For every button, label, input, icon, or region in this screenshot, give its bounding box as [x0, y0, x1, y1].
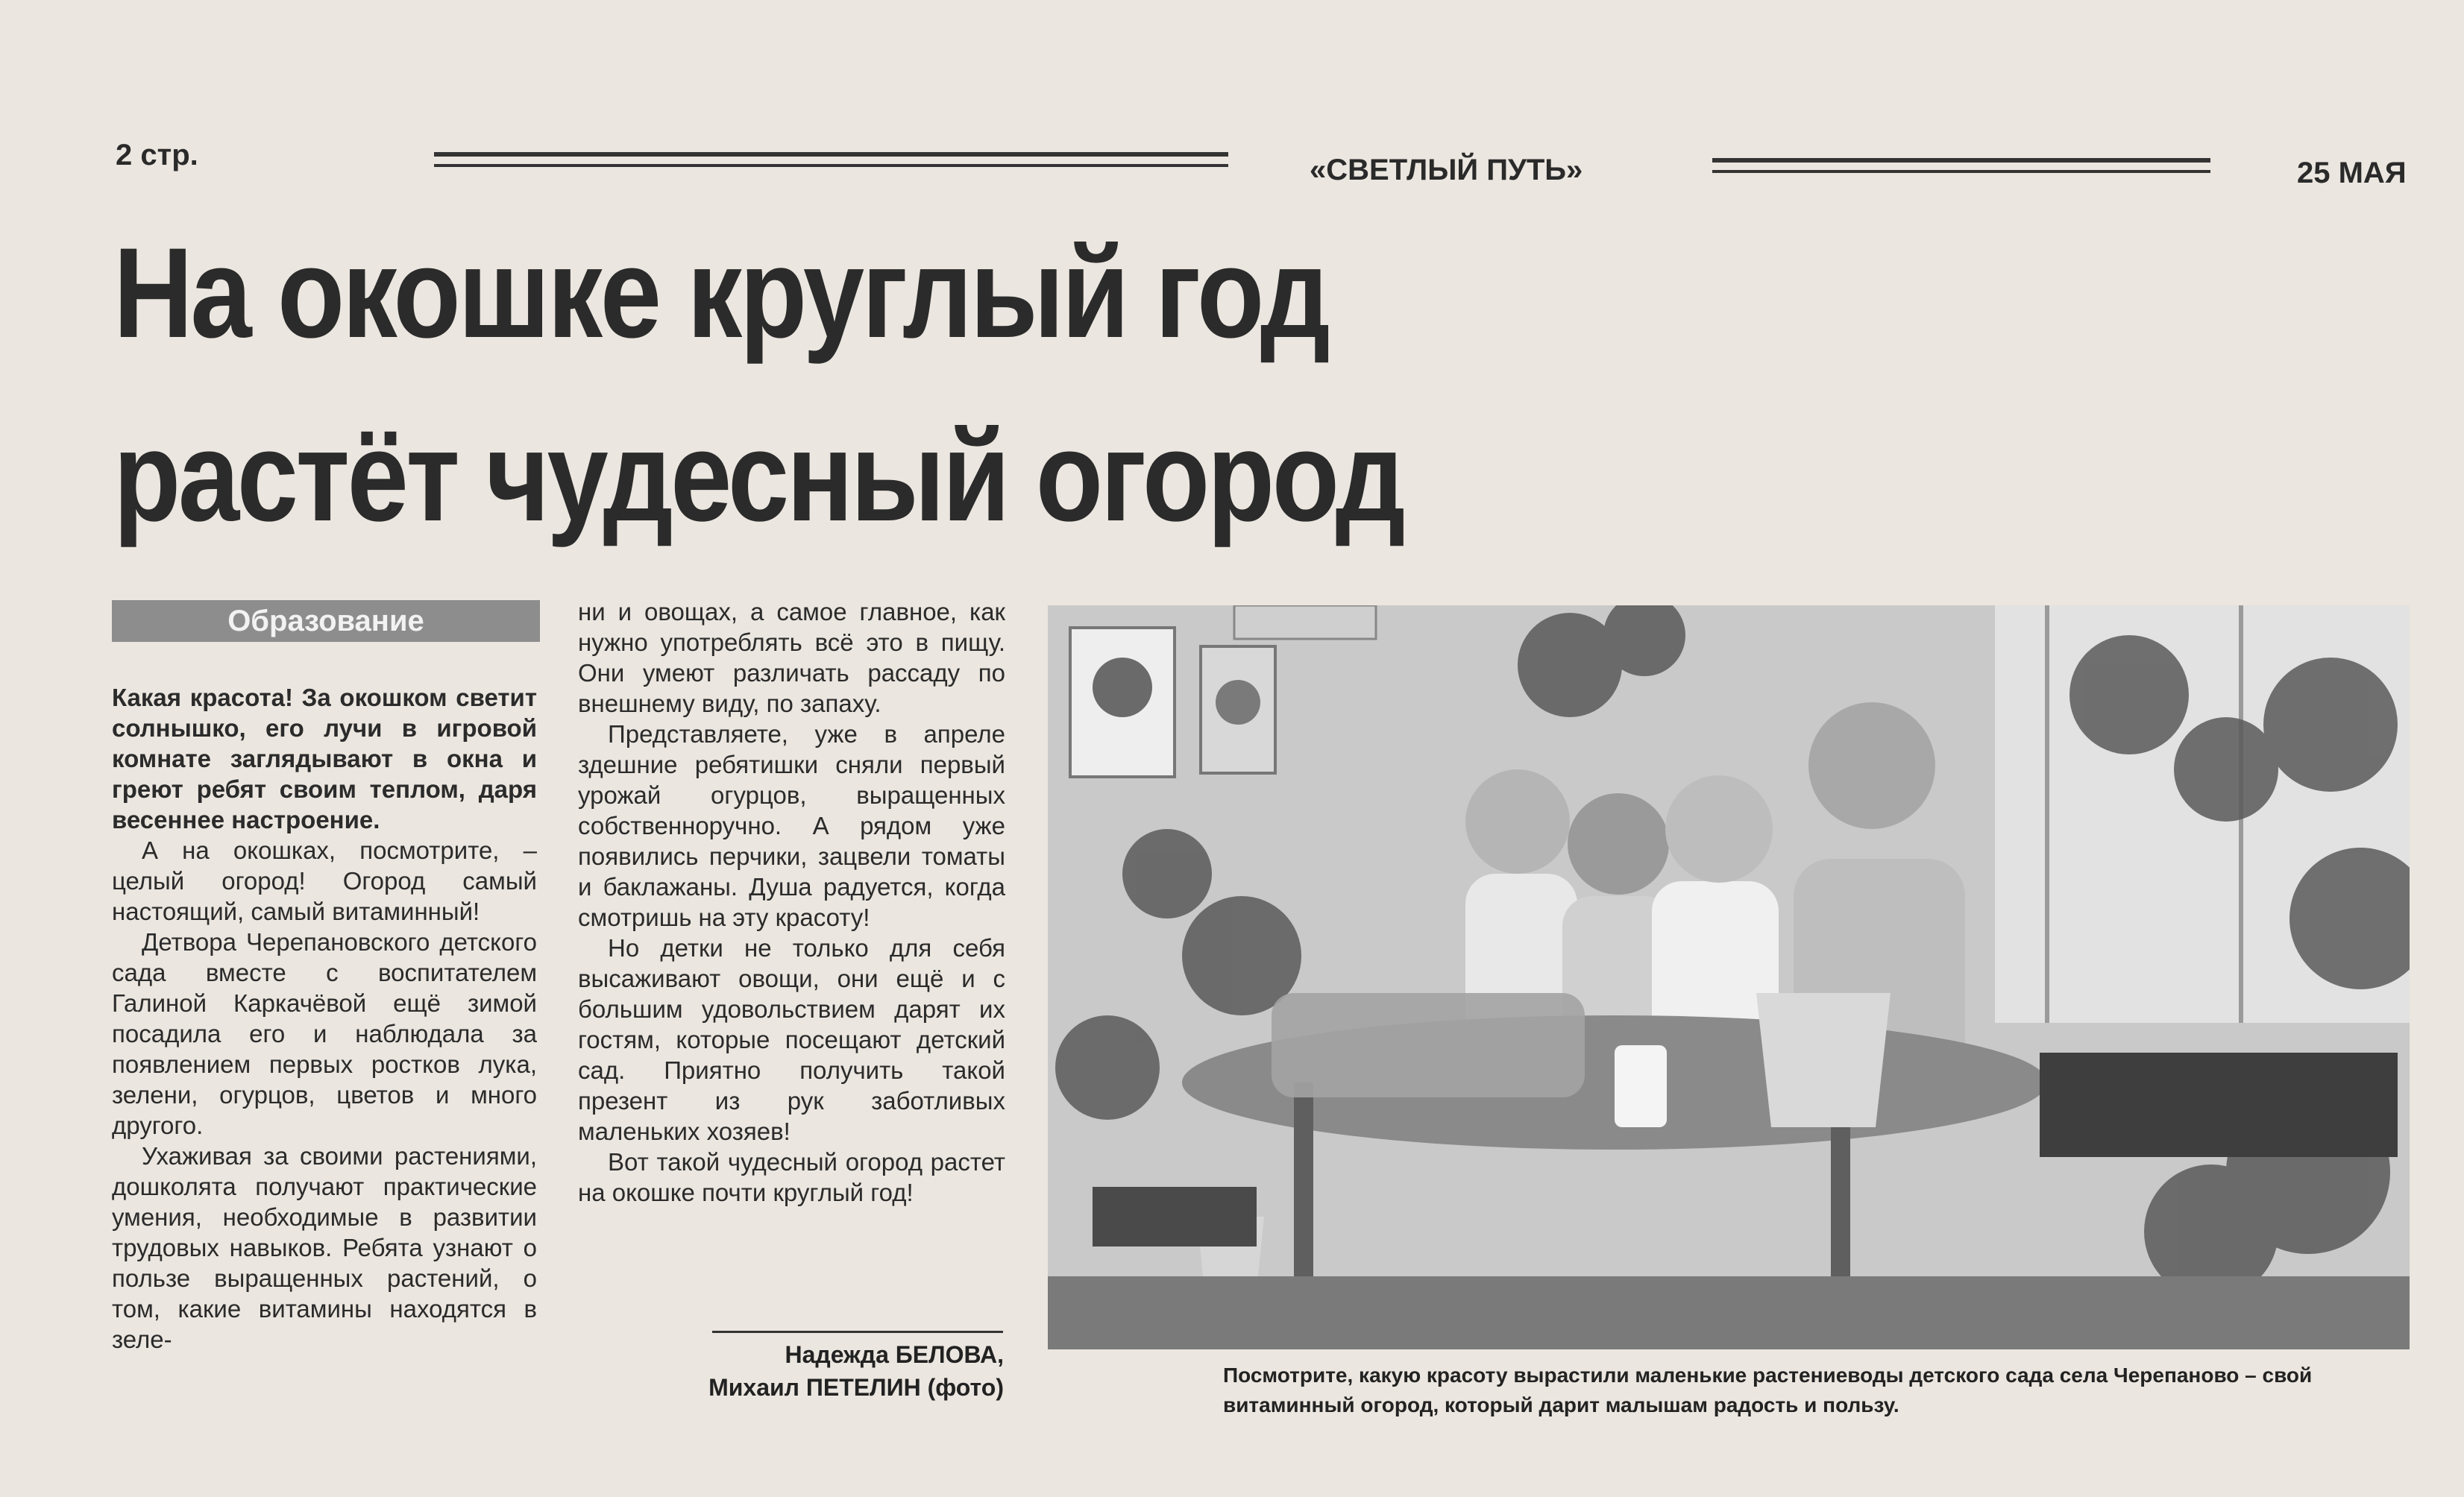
article-paragraph: Но детки не только для себя высаживают овощи, они ещё и с большим удовольствием дарят их гостям, которые посещают детский сад. Приятно получить такой презент из рук заботливых маленьких хозяев!	[578, 934, 1005, 1145]
article-headline	[113, 201, 1404, 568]
headline-line-1: На окошке круглый год	[113, 221, 1328, 365]
article-column-1	[112, 682, 537, 1355]
byline-rule	[712, 1331, 1003, 1333]
article-paragraph: Детвора Черепановского детского сада вместе с воспитателем Галиной Каркачёвой ещё зимой посадила его и наблюдала за появлением первых ростков лука, зелени, огурцов, цветов и много другого.	[112, 928, 537, 1139]
page-number: 2 стр.	[116, 139, 198, 171]
article-paragraph: Представляете, уже в апреле здешние ребятишки сняли первый урожай огурцов, выращенных собственноручно. А рядом уже появились перчики, зацвели томаты и баклажаны. Душа радуется, когда смотришь на эту красоту!	[578, 720, 1005, 931]
article-column-2	[578, 596, 1005, 1208]
header-rule-right	[1712, 158, 2210, 173]
photo-caption: Посмотрите, какую красоту вырастили маленькие растениеводы детского сада села Черепаново – свой витаминный огород, который дарит малышам радость и пользу.	[1223, 1364, 2313, 1416]
header-rule-left	[434, 152, 1228, 167]
article-paragraph: Ухаживая за своими растениями, дошколята получают практические умения, необходимые в развитии трудовых навыков. Ребята узнают о пользе выращенных растений, о том, какие витамины находятся в зеле-	[112, 1142, 537, 1353]
newspaper-name: «СВЕТЛЫЙ ПУТЬ»	[1310, 154, 1583, 186]
byline	[641, 1338, 1004, 1404]
headline-line-2: растёт чудесный огород	[113, 405, 1404, 548]
byline-photographer: Михаил ПЕТЕЛИН (фото)	[708, 1374, 1004, 1401]
article-paragraph: А на окошках, посмотрите, – целый огород! Огород самый настоящий, самый витаминный!	[112, 836, 537, 925]
issue-date: 25 МАЯ	[2297, 157, 2407, 189]
byline-author: Надежда БЕЛОВА,	[785, 1341, 1004, 1368]
article-photo	[1048, 605, 2410, 1349]
section-rubric: Образование	[112, 600, 540, 642]
article-paragraph: ни и овощах, а самое главное, как нужно употреблять всё это в пищу. Они умеют различать рассаду по внешнему виду, по запаху.	[578, 598, 1005, 717]
photo-illustration	[1048, 605, 2410, 1349]
article-paragraph: Вот такой чудесный огород растет на окошке почти круглый год!	[578, 1148, 1005, 1206]
article-lead: Какая красота! За окошком светит солнышко, его лучи в игровой комнате заглядывают в окна и греют ребят своим теплом, даря весеннее настроение.	[112, 684, 537, 833]
